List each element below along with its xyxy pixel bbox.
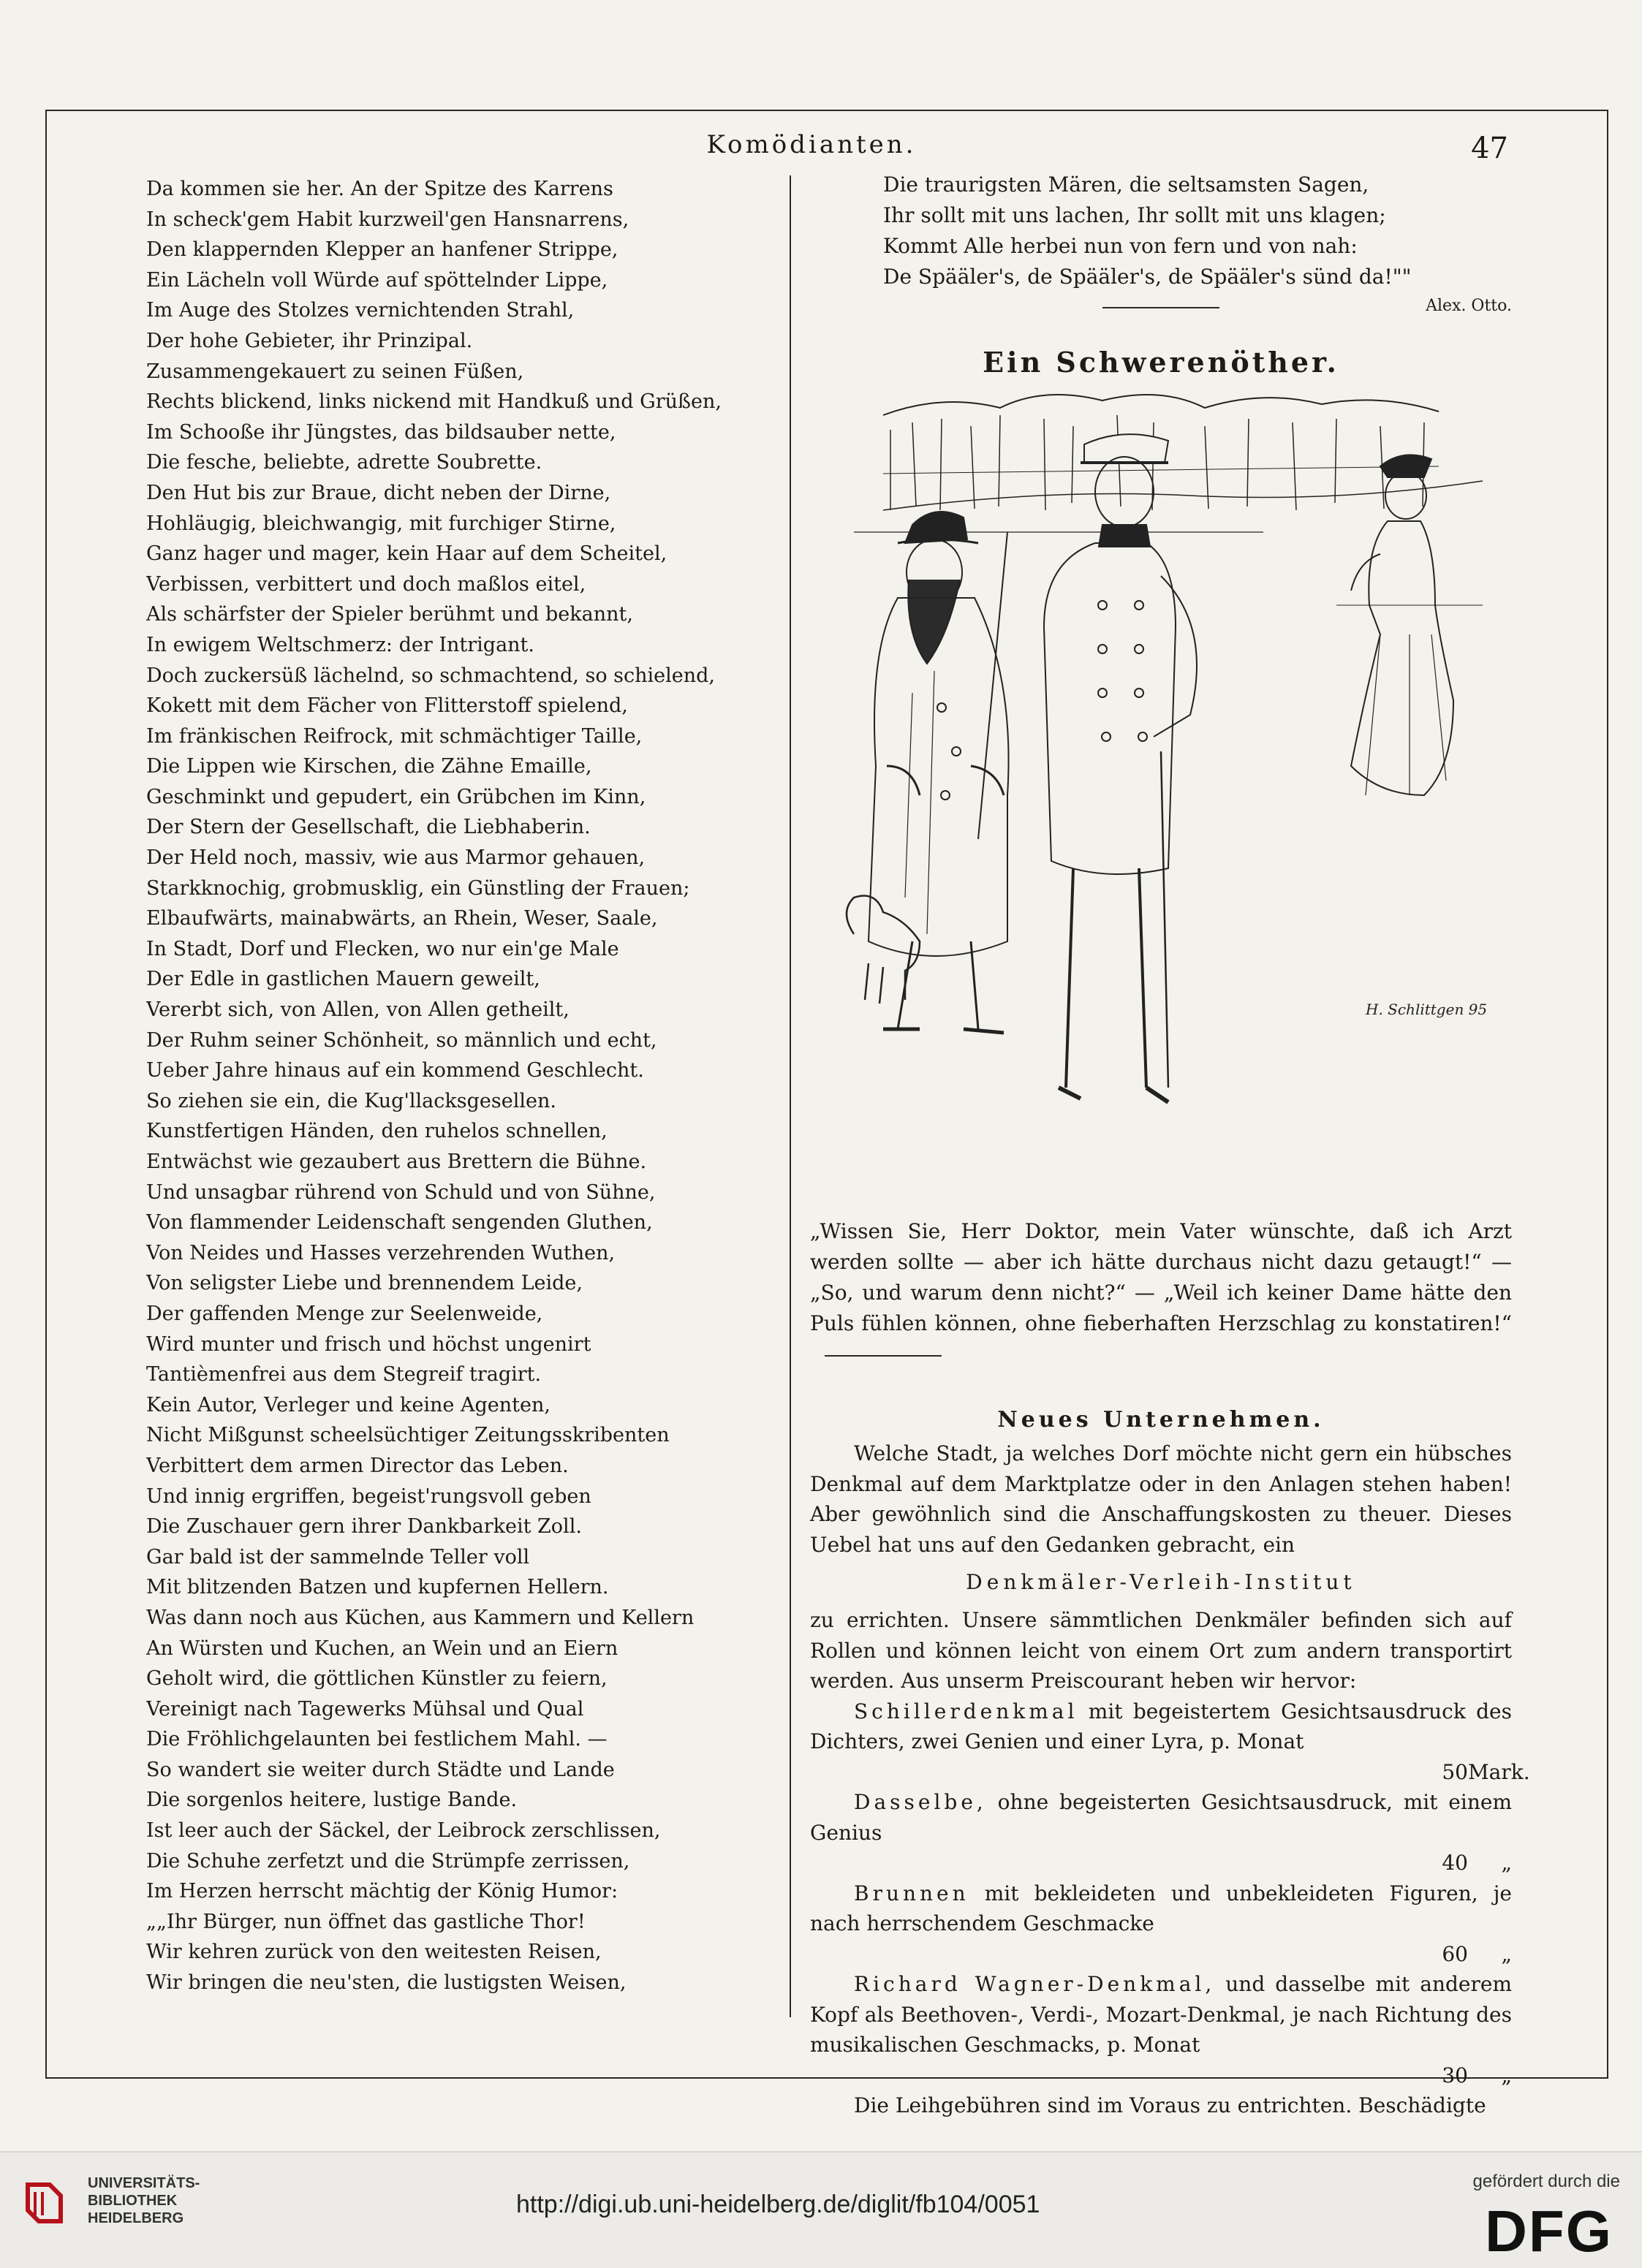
poem-line: Da kommen sie her. An der Spitze des Karrens — [146, 178, 613, 200]
poem-line: „„Ihr Bürger, nun öffnet das gastliche Thor! — [146, 1910, 586, 1933]
poem-line: Und innig ergriffen, begeist'rungsvoll geben — [146, 1484, 591, 1508]
price-item-description — [810, 1787, 1512, 1848]
library-name-line: BIBLIOTHEK — [88, 2193, 178, 2209]
poem-ending — [810, 170, 1512, 292]
poem-line: Ihr sollt mit uns lachen, Ihr sollt mit uns klagen; — [883, 203, 1386, 227]
price-unit: Mark. — [1468, 1759, 1530, 1784]
poem-line: Nicht Mißgunst scheelsüchtiger Zeitungsskribenten — [146, 1424, 670, 1447]
price-item-name: Dasselbe, — [854, 1790, 987, 1814]
poem-author: Alex. Otto. — [1426, 297, 1512, 315]
poem-line: Kein Autor, Verleger und keine Agenten, — [146, 1393, 551, 1416]
price-item-name: Schillerdenkmal — [854, 1699, 1078, 1723]
permalink-url[interactable]: http://digi.ub.uni-heidelberg.de/diglit/fb104/0051 — [516, 2191, 1040, 2218]
running-head — [0, 130, 1642, 168]
right-column — [810, 170, 1530, 2121]
poem-line: Elbaufwärts, mainabwärts, an Rhein, Weser, Saale, — [146, 907, 658, 930]
poem-line: Geholt wird, die göttlichen Künstler zu feiern, — [146, 1667, 608, 1691]
poem-line: Der Stern der Gesellschaft, die Liebhaberin. — [146, 816, 591, 839]
poem-line: Im fränkischen Reifrock, mit schmächtiger Taille, — [146, 724, 643, 748]
cartoon-drawing — [825, 386, 1497, 1212]
dog-figure — [847, 896, 920, 1004]
library-logo-icon — [20, 2177, 72, 2229]
poem-line: Verbittert dem armen Director das Leben. — [146, 1454, 569, 1477]
price-unit: „ — [1501, 1941, 1512, 1966]
article-body: zu errichten. Unsere sämmtlichen Denkmäler befinden sich auf Rollen und können leicht von einem Ort zum andern transportirt werden. Aus unserm Preiscourant heben wir hervor: — [810, 1608, 1512, 1693]
article-title: Neues Unternehmen. — [997, 1407, 1325, 1433]
poem-line: Entwächst wie gezaubert aus Brettern die Bühne. — [146, 1150, 647, 1173]
poem-line: Den klappernden Klepper an hanfener Strippe, — [146, 238, 618, 262]
page-number: 47 — [1471, 132, 1508, 165]
price-row — [810, 1848, 1512, 1878]
poem-line: Und unsagbar rührend von Schuld und von Sühne, — [146, 1180, 656, 1204]
cartoon-caption — [810, 1216, 1512, 1370]
poem-line: Gar bald ist der sammelnde Teller voll — [146, 1545, 530, 1569]
poem-line: Die Lippen wie Kirschen, die Zähne Emaille, — [146, 755, 592, 778]
institute-name: Denkmäler-Verleih-Institut — [966, 1570, 1356, 1594]
poem-line: Von Neides und Hasses verzehrenden Wuthen, — [146, 1241, 616, 1264]
price-item-description — [810, 1969, 1512, 2060]
poem-line: Die traurigsten Mären, die seltsamsten Sagen, — [883, 172, 1369, 197]
library-name-line: UNIVERSITÄTS- — [88, 2175, 200, 2191]
poem-line: So ziehen sie ein, die Kug'llacksgesellen. — [146, 1089, 556, 1112]
price-item — [810, 1696, 1530, 1788]
price-unit: „ — [1501, 1851, 1512, 1875]
poem-line: Die Schuhe zerfetzt und die Strümpfe zerrissen, — [146, 1849, 630, 1873]
caption-text: „Wissen Sie, Herr Doktor, mein Vater wünschte, daß ich Arzt werden sollte — aber ich hätte durchaus nicht dazu getaugt!“ — „So, und warum denn nicht?“ — „Weil ich keiner Dame hätte den Puls fühlen können, ohne fieberhaften Herzschlag zu konstatiren!“ — [810, 1219, 1512, 1335]
poem-line: Die Fröhlichgelaunten bei festlichem Mahl. — — [146, 1728, 608, 1751]
poem-line: Der Edle in gastlichen Mauern geweilt, — [146, 968, 540, 991]
poem-line: Ganz hager und mager, kein Haar auf dem Scheitel, — [146, 542, 667, 566]
poem-line: Im Herzen herrscht mächtig der König Humor: — [146, 1880, 618, 1903]
doctor-figure — [869, 512, 1009, 1033]
poem-left-column — [146, 174, 775, 1998]
running-title: Komödianten. — [706, 130, 917, 159]
price-row — [810, 1939, 1512, 1970]
poem-line: So wandert sie weiter durch Städte und Lande — [146, 1758, 615, 1781]
column-divider — [790, 175, 791, 2017]
poem-line: Wir kehren zurück von den weitesten Reisen, — [146, 1941, 602, 1964]
poem-line: Wir bringen die neu'sten, die lustigsten Weisen, — [146, 1971, 627, 1995]
article-closing: Die Leihgebühren sind im Voraus zu entrichten. Beschädigte — [854, 2093, 1486, 2117]
poem-line: An Würsten und Kuchen, an Wein und an Eiern — [146, 1636, 618, 1660]
funding-note: gefördert durch die — [1472, 2172, 1620, 2191]
poem-line: Als schärfster der Spieler berühmt und bekannt, — [146, 603, 633, 626]
price-row — [810, 2060, 1512, 2091]
poem-line: Der Ruhm seiner Schönheit, so männlich und echt, — [146, 1028, 657, 1052]
poem-line: Kokett mit dem Fächer von Flitterstoff spielend, — [146, 694, 628, 718]
article-intro: Welche Stadt, ja welches Dorf möchte nicht gern ein hübsches Denkmal auf dem Marktplatze oder in den Anlagen stehen haben! Aber gewöhnlich sind die Anschaffungskosten zu theuer. Dieses Uebel hat uns auf den Gedanken gebracht, ein — [810, 1441, 1512, 1557]
poem-signature-row — [810, 292, 1512, 322]
viewer-footer — [0, 2151, 1642, 2268]
poem-line: Wird munter und frisch und höchst ungenirt — [146, 1332, 591, 1356]
price-item — [810, 1969, 1512, 2090]
poem-line: Ein Lächeln voll Würde auf spöttelnder Lippe, — [146, 268, 608, 292]
poem-line: In Stadt, Dorf und Flecken, wo nur ein'ge Male — [146, 937, 619, 960]
caption-rule — [825, 1355, 942, 1357]
poem-line: Hohläugig, bleichwangig, mit furchiger Stirne, — [146, 512, 616, 535]
poem-line: Geschminkt und gepudert, ein Grübchen im Kinn, — [146, 785, 646, 808]
poem-line: Tantièmenfrei aus dem Stegreif tragirt. — [146, 1363, 542, 1387]
price-item-name: Richard Wagner-Denkmal, — [854, 1972, 1216, 1996]
poem-line: Was dann noch aus Küchen, aus Kammern und Kellern — [146, 1606, 695, 1629]
poem-line: Die Zuschauer gern ihrer Dankbarkeit Zoll. — [146, 1515, 582, 1539]
poem-line: In scheck'gem Habit kurzweil'gen Hansnarrens, — [146, 208, 629, 231]
price-list — [810, 1696, 1530, 2091]
poem-line: Starkknochig, grobmusklig, ein Günstling der Frauen; — [146, 876, 690, 900]
officer-figure — [1044, 434, 1197, 1102]
poem-line: Verbissen, verbittert und doch maßlos eitel, — [146, 572, 586, 596]
price-row — [810, 1757, 1530, 1788]
poem-line: Ueber Jahre hinaus auf ein kommend Geschlecht. — [146, 1059, 644, 1082]
price-item-description — [810, 1878, 1512, 1939]
price-value: 40 — [1442, 1851, 1468, 1875]
library-name-line: HEIDELBERG — [88, 2210, 184, 2226]
poem-line: Der gaffenden Menge zur Seelenweide, — [146, 1302, 543, 1325]
lady-figure — [1351, 455, 1453, 795]
poem-line: Vererbt sich, von Allen, von Allen getheilt, — [146, 998, 570, 1022]
poem-line: In ewigem Weltschmerz: der Intrigant. — [146, 633, 534, 656]
poem-line: Kommt Alle herbei nun von fern und von nah: — [883, 234, 1358, 258]
poem-line: Vereinigt nach Tagewerks Mühsal und Qual — [146, 1697, 584, 1721]
dfg-logo: DFG — [1485, 2199, 1613, 2264]
poem-line: De Spääler's, de Spääler's, de Spääler's sünd da!"" — [883, 265, 1412, 289]
poem-line: Doch zuckersüß lächelnd, so schmachtend, so schielend, — [146, 664, 716, 687]
poem-line: Der Held noch, massiv, wie aus Marmor gehauen, — [146, 846, 646, 870]
poem-line: Zusammengekauert zu seinen Füßen, — [146, 360, 524, 383]
price-item-text: und dasselbe mit anderem Kopf als Beethoven-, Verdi-, Mozart-Denkmal, je nach Richtung des musikalischen Geschmacks, p. Monat — [810, 1972, 1513, 2057]
poem-line: Mit blitzenden Batzen und kupfernen Hellern. — [146, 1576, 609, 1599]
price-value: 30 — [1442, 2063, 1468, 2087]
price-item-description — [810, 1696, 1512, 1757]
cartoon-illustration — [825, 386, 1497, 1212]
poem-line: Im Schooße ihr Jüngstes, das bildsauber nette, — [146, 420, 616, 444]
price-value: 50 — [1442, 1759, 1468, 1784]
poem-line: Rechts blickend, links nickend mit Handkuß und Grüßen, — [146, 390, 722, 414]
poem-line: Die fesche, beliebte, adrette Soubrette. — [146, 451, 542, 474]
price-unit: „ — [1501, 2063, 1512, 2087]
price-item-text: mit bekleideten und unbekleideten Figuren, je nach herrschendem Geschmacke — [810, 1881, 1512, 1935]
poem-line: Der hohe Gebieter, ihr Prinzipal. — [146, 329, 473, 352]
price-item — [810, 1878, 1512, 1970]
cartoon-title: Ein Schwerenöther. — [983, 346, 1339, 379]
library-name — [88, 2174, 200, 2227]
poem-line: Von flammender Leidenschaft sengenden Gluthen, — [146, 1211, 653, 1234]
artist-signature: H. Schlittgen 95 — [1366, 1001, 1488, 1018]
separator-rule — [1102, 307, 1219, 308]
poem-line: Von seligster Liebe und brennendem Leide, — [146, 1272, 583, 1295]
price-item — [810, 1787, 1512, 1878]
price-value: 60 — [1442, 1941, 1468, 1966]
price-item-name: Brunnen — [854, 1881, 969, 1905]
price-item-text: ohne begeisterten Gesichtsausdruck, mit einem Genius — [810, 1790, 1512, 1845]
price-item-text: mit begeistertem Gesichtsausdruck des Dichters, zwei Genien und einer Lyra, p. Monat — [810, 1699, 1512, 1753]
poem-line: Die sorgenlos heitere, lustige Bande. — [146, 1789, 518, 1812]
poem-line: Im Auge des Stolzes vernichtenden Strahl, — [146, 299, 575, 322]
poem-line: Kunstfertigen Händen, den ruhelos schnellen, — [146, 1120, 608, 1143]
poem-line: Ist leer auch der Säckel, der Leibrock zerschlissen, — [146, 1819, 661, 1843]
poem-line: Den Hut bis zur Braue, dicht neben der Dirne, — [146, 481, 611, 504]
